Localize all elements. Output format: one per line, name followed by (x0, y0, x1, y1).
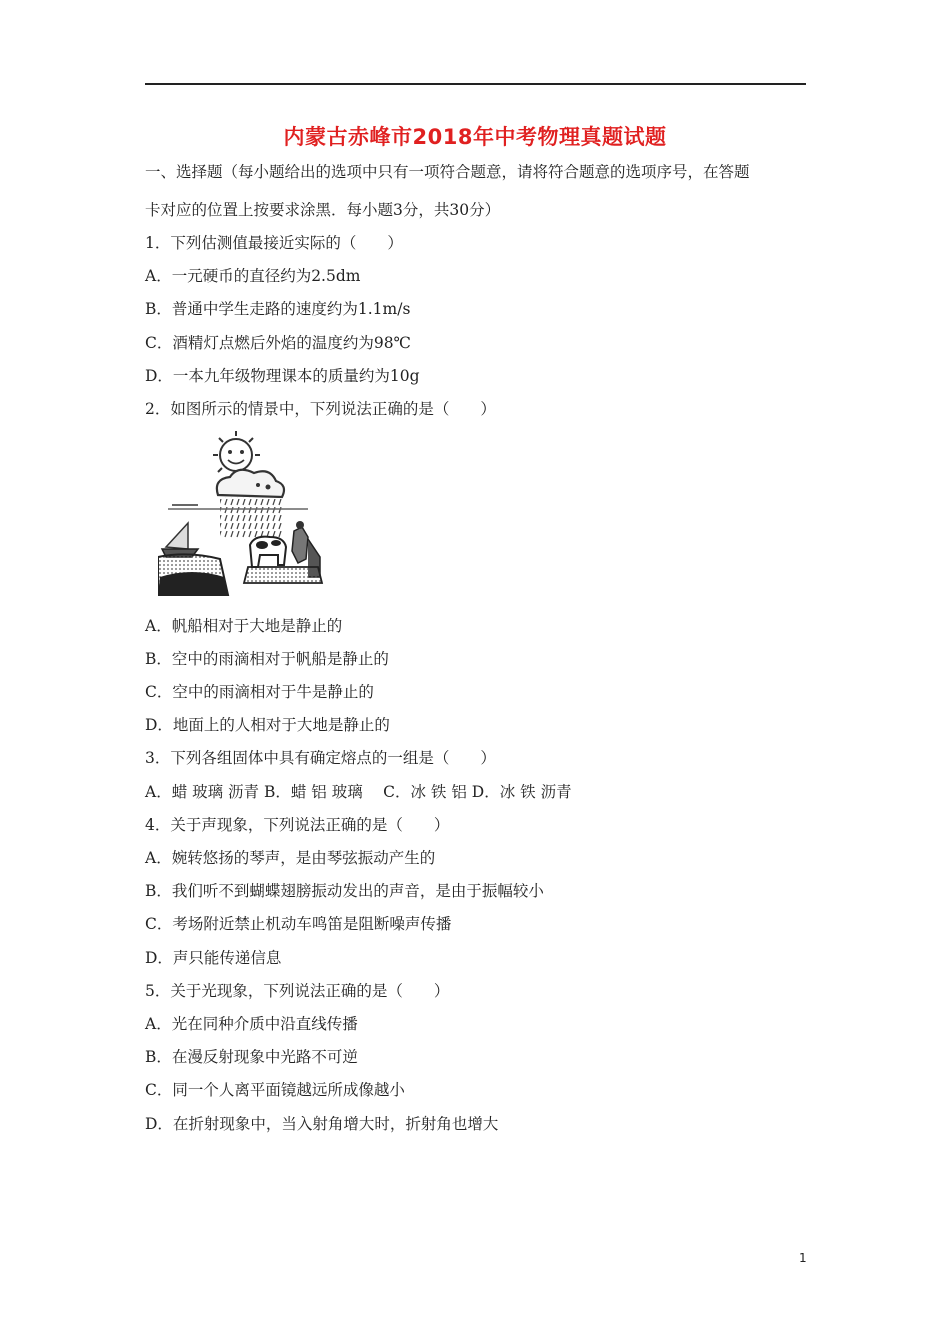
question-4-option-a: A．婉转悠扬的琴声，是由琴弦振动产生的 (145, 849, 436, 867)
question-5-option-b: B．在漫反射现象中光路不可逆 (145, 1048, 358, 1066)
question-4-option-c: C．考场附近禁止机动车鸣笛是阻断噪声传播 (145, 915, 452, 933)
question-5-option-a: A．光在同种介质中沿直线传播 (145, 1015, 358, 1033)
header-rule (145, 83, 806, 85)
question-4-stem: 4．关于声现象，下列说法正确的是（ ） (145, 816, 450, 834)
section-instructions-line1: 一、选择题（每小题给出的选项中只有一项符合题意，请将符合题意的选项序号，在答题 (145, 163, 750, 181)
question-5-stem: 5．关于光现象，下列说法正确的是（ ） (145, 982, 450, 1000)
question-2-option-c: C．空中的雨滴相对于牛是静止的 (145, 683, 374, 701)
sun-drawing (213, 431, 260, 472)
question-2-option-d: D．地面上的人相对于大地是静止的 (145, 716, 390, 734)
question-2-stem: 2．如图所示的情景中，下列说法正确的是（ ） (145, 400, 496, 418)
question-1-option-b: B．普通中学生走路的速度约为1.1m/s (145, 300, 411, 318)
sailboat-drawing (158, 523, 228, 595)
section-instructions-line2: 卡对应的位置上按要求涂黑．每小题3分，共30分） (145, 201, 501, 219)
question-5-option-c: C．同一个人离平面镜越远所成像越小 (145, 1081, 405, 1099)
question-1-option-c: C．酒精灯点燃后外焰的温度约为98℃ (145, 334, 411, 352)
cloud-drawing (217, 470, 284, 497)
question-2-option-b: B．空中的雨滴相对于帆船是静止的 (145, 650, 389, 668)
question-2-figure (158, 427, 326, 599)
question-1-stem: 1．下列估测值最接近实际的（ ） (145, 234, 403, 252)
question-1-option-a: A．一元硬币的直径约为2.5dm (145, 267, 361, 285)
question-2-option-a: A．帆船相对于大地是静止的 (145, 617, 343, 635)
question-4-option-b: B．我们听不到蝴蝶翅膀振动发出的声音，是由于振幅较小 (145, 882, 544, 900)
question-3-stem: 3．下列各组固体中具有确定熔点的一组是（ ） (145, 749, 496, 767)
question-1-option-d: D．一本九年级物理课本的质量约为10g (145, 367, 420, 385)
question-4-option-d: D．声只能传递信息 (145, 949, 282, 967)
question-5-option-d: D．在折射现象中，当入射角增大时，折射角也增大 (145, 1115, 499, 1133)
rain-drawing (220, 497, 282, 539)
question-3-options: A．蜡 玻璃 沥青 B．蜡 铝 玻璃 C．冰 铁 铝 D．冰 铁 沥青 (145, 783, 572, 801)
page-title: 内蒙古赤峰市2018年中考物理真题试题 (283, 125, 667, 149)
page-number: 1 (799, 1251, 807, 1265)
